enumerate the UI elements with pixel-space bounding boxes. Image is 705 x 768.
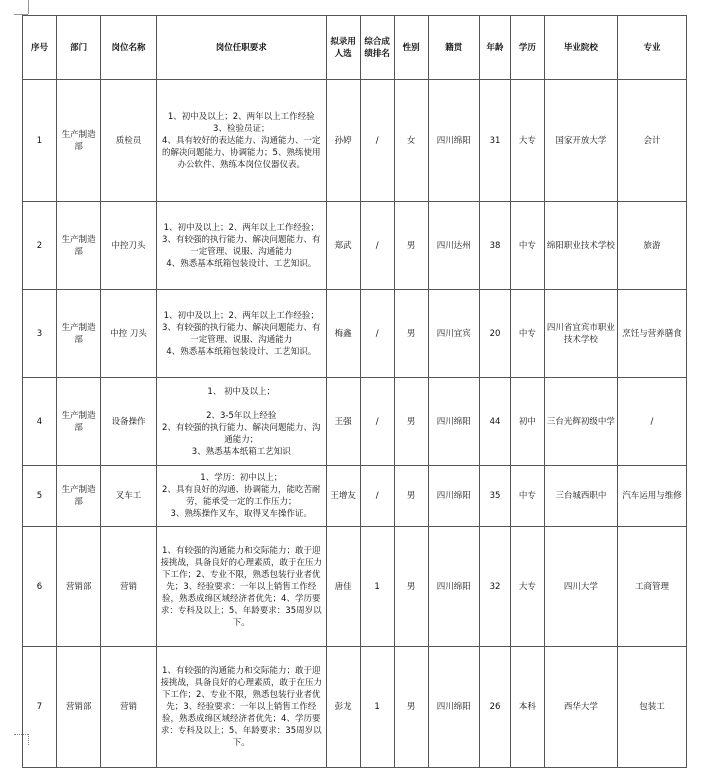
candidate-table xyxy=(22,15,687,768)
cell-name: 郑武 xyxy=(326,202,360,290)
table-row xyxy=(23,202,687,290)
cell-no: 5 xyxy=(23,466,57,527)
cell-education: 中专 xyxy=(510,290,544,378)
cell-dept: 生产制造部 xyxy=(56,290,100,378)
cell-requirements: 1、初中及以上；2、两年以上工作经验； 3、有较强的执行能力、解决问题能力、有一定管理、说服、沟通能力 4、熟悉基本纸箱包装设计、工艺知识。 xyxy=(156,202,326,290)
table-row xyxy=(23,378,687,466)
col-header: 学历 xyxy=(510,16,544,80)
table-row xyxy=(23,647,687,768)
cell-origin: 四川绵阳 xyxy=(428,80,479,202)
cell-gender: 男 xyxy=(394,202,428,290)
cell-major: 烹饪与营养膳食 xyxy=(617,290,686,378)
cell-post: 设备操作 xyxy=(101,378,157,466)
col-header: 拟录用人选 xyxy=(326,16,360,80)
corner-mark-top xyxy=(28,0,30,14)
cell-gender: 女 xyxy=(394,80,428,202)
cell-dept: 营销部 xyxy=(56,647,100,768)
cell-rank: 1 xyxy=(360,647,394,768)
cell-education: 本科 xyxy=(510,647,544,768)
cell-major: 会计 xyxy=(617,80,686,202)
cell-requirements: 1、有较强的沟通能力和交际能力；敢于迎接挑战，具备良好的心理素质，敢于在压力下工作；2、专业不限，熟悉包装行业者优先；3、经验要求：一年以上销售工作经验，熟悉成绵区域经济者优先；4、学历要求：专科及以上；5、年龄要求：35周岁以下。 xyxy=(156,527,326,647)
cell-post: 营销 xyxy=(101,527,157,647)
cell-requirements: 1、 初中及以上； 2、3-5年以上经验 2、有较强的执行能力、解决问题能力、沟通能力； 3、熟悉基本纸箱工艺知识 xyxy=(156,378,326,466)
cell-origin: 四川绵阳 xyxy=(428,527,479,647)
cell-gender: 男 xyxy=(394,527,428,647)
cell-requirements: 1、学历：初中以上； 2、具有良好的沟通、协调能力，能吃苦耐劳，能承受一定的工作压力； 3、熟练操作叉车，取得叉车操作证。 xyxy=(156,466,326,527)
cell-name: 唐佳 xyxy=(326,527,360,647)
cell-dept: 生产制造部 xyxy=(56,378,100,466)
table-row xyxy=(23,80,687,202)
cell-requirements: 1、初中及以上；2、两年以上工作经验 3、检验员证； 4、具有较好的表达能力、沟通能力、一定的解决问题能力、协调能力；5、熟练使用办公软件、熟练本岗位仪器仪表。 xyxy=(156,80,326,202)
cell-name: 孙婷 xyxy=(326,80,360,202)
table-row xyxy=(23,527,687,647)
cell-education: 初中 xyxy=(510,378,544,466)
cell-age: 32 xyxy=(480,527,511,647)
cell-rank: 1 xyxy=(360,527,394,647)
cell-gender: 男 xyxy=(394,466,428,527)
cell-rank: / xyxy=(360,290,394,378)
cell-education: 大专 xyxy=(510,80,544,202)
cell-school: 国家开放大学 xyxy=(544,80,617,202)
cell-name: 王增友 xyxy=(326,466,360,527)
col-header: 岗位任职要求 xyxy=(156,16,326,80)
cell-post: 中控刀头 xyxy=(101,202,157,290)
cell-no: 4 xyxy=(23,378,57,466)
col-header: 岗位名称 xyxy=(101,16,157,80)
cell-origin: 四川绵阳 xyxy=(428,466,479,527)
col-header: 年龄 xyxy=(480,16,511,80)
cell-age: 31 xyxy=(480,80,511,202)
cell-name: 王强 xyxy=(326,378,360,466)
cell-school: 三台光辉初级中学 xyxy=(544,378,617,466)
cell-dept: 生产制造部 xyxy=(56,80,100,202)
cell-school: 绵阳职业技术学校 xyxy=(544,202,617,290)
cell-school: 西华大学 xyxy=(544,647,617,768)
cell-no: 2 xyxy=(23,202,57,290)
cell-gender: 男 xyxy=(394,290,428,378)
col-header: 毕业院校 xyxy=(544,16,617,80)
cell-name: 彭龙 xyxy=(326,647,360,768)
cell-age: 26 xyxy=(480,647,511,768)
cell-dept: 营销部 xyxy=(56,527,100,647)
cell-dept: 生产制造部 xyxy=(56,202,100,290)
cell-age: 38 xyxy=(480,202,511,290)
cell-no: 1 xyxy=(23,80,57,202)
table-row xyxy=(23,290,687,378)
cell-gender: 男 xyxy=(394,378,428,466)
cell-name: 梅鑫 xyxy=(326,290,360,378)
cell-major: 汽车运用与维修 xyxy=(617,466,686,527)
cell-age: 20 xyxy=(480,290,511,378)
cell-age: 44 xyxy=(480,378,511,466)
cell-education: 大专 xyxy=(510,527,544,647)
cell-requirements: 1、初中及以上；2、两年以上工作经验； 3、有较强的执行能力、解决问题能力、有一定管理、说服、沟通能力 4、熟悉基本纸箱包装设计、工艺知识。 xyxy=(156,290,326,378)
cell-rank: / xyxy=(360,202,394,290)
cell-major: 包装工 xyxy=(617,647,686,768)
col-header: 综合成绩排名 xyxy=(360,16,394,80)
cell-post: 叉车工 xyxy=(101,466,157,527)
cell-education: 中专 xyxy=(510,466,544,527)
cell-rank: / xyxy=(360,80,394,202)
cell-no: 6 xyxy=(23,527,57,647)
table-header-row xyxy=(23,16,687,80)
col-header: 籍贯 xyxy=(428,16,479,80)
cell-school: 四川省宜宾市职业技术学校 xyxy=(544,290,617,378)
cell-school: 四川大学 xyxy=(544,527,617,647)
cell-post: 质检员 xyxy=(101,80,157,202)
cell-post: 中控 刀头 xyxy=(101,290,157,378)
cell-origin: 四川绵阳 xyxy=(428,378,479,466)
col-header: 性别 xyxy=(394,16,428,80)
table-row xyxy=(23,466,687,527)
cell-major: / xyxy=(617,378,686,466)
cell-no: 7 xyxy=(23,647,57,768)
cell-school: 三台城西职中 xyxy=(544,466,617,527)
cell-post: 营销 xyxy=(101,647,157,768)
col-header: 序号 xyxy=(23,16,57,80)
cell-rank: / xyxy=(360,378,394,466)
cell-origin: 四川达州 xyxy=(428,202,479,290)
cell-requirements: 1、有较强的沟通能力和交际能力；敢于迎接挑战，具备良好的心理素质，敢于在压力下工作；2、专业不限，熟悉包装行业者优先；3、经验要求：一年以上销售工作经验，熟悉成绵区域经济者优先；4、学历要求：专科及以上；5、年龄要求：35周岁以下。 xyxy=(156,647,326,768)
col-header: 专业 xyxy=(617,16,686,80)
cell-no: 3 xyxy=(23,290,57,378)
cell-gender: 男 xyxy=(394,647,428,768)
cell-origin: 四川宜宾 xyxy=(428,290,479,378)
cell-major: 工商管理 xyxy=(617,527,686,647)
cell-education: 中专 xyxy=(510,202,544,290)
col-header: 部门 xyxy=(56,16,100,80)
cell-major: 旅游 xyxy=(617,202,686,290)
cell-origin: 四川绵阳 xyxy=(428,647,479,768)
cell-dept: 生产制造部 xyxy=(56,466,100,527)
cell-rank: / xyxy=(360,466,394,527)
cell-age: 35 xyxy=(480,466,511,527)
